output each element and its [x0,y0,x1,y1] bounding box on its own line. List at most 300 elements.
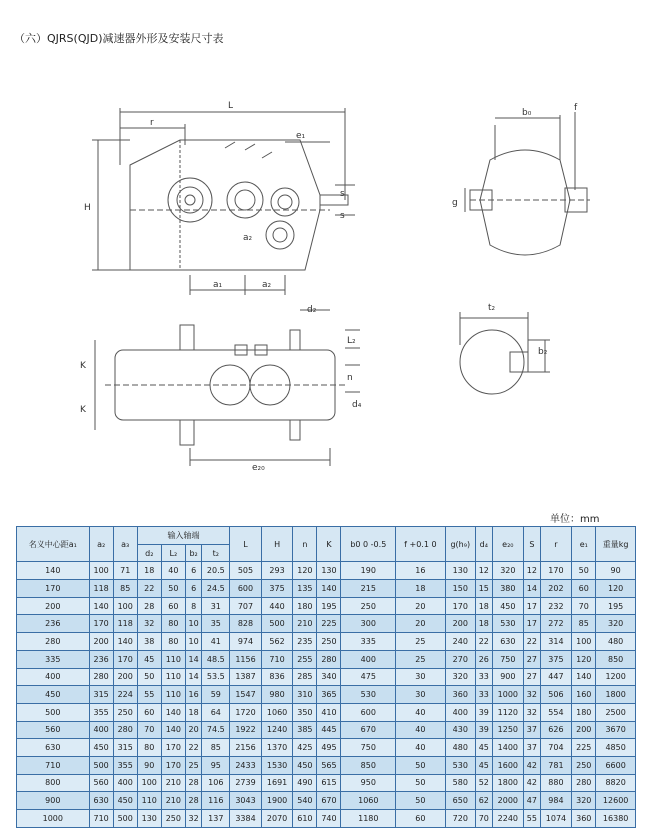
table-cell: 22 [524,633,541,651]
table-cell: 33 [476,686,493,704]
table-cell: 1900 [261,792,293,810]
table-cell: 85 [572,615,596,633]
top-view-drawing [95,310,360,466]
table-cell: 200 [445,615,475,633]
table-cell: 210 [161,774,185,792]
table-cell: 6 [185,580,202,598]
table-cell: 505 [230,562,262,580]
table-cell: 6 [185,562,202,580]
table-cell: 500 [113,810,137,828]
table-cell: 500 [261,615,293,633]
table-cell: 320 [492,562,524,580]
dim-label-K-lower: K [80,405,86,415]
table-cell: 3670 [596,721,636,739]
table-row [17,810,636,828]
table-cell: 85 [113,580,137,598]
table-cell: 360 [445,686,475,704]
table-cell: 140 [89,597,113,615]
table-cell: 1060 [261,703,293,721]
dim-label-d2: d₂ [307,305,317,315]
table-cell: 1000 [17,810,90,828]
table-cell: 224 [113,686,137,704]
table-cell: 750 [341,739,396,757]
table-cell: 55 [524,810,541,828]
table-cell: 626 [540,721,572,739]
col-header-K: K [317,527,341,562]
table-cell: 31 [202,597,230,615]
col-header-a3: a₃ [113,527,137,562]
table-cell: 236 [89,650,113,668]
table-cell: 450 [113,792,137,810]
table-cell: 30 [396,668,445,686]
dim-label-d4: d₄ [352,400,362,410]
table-row [17,580,636,598]
table-cell: 210 [161,792,185,810]
table-cell: 1060 [341,792,396,810]
dim-label-n: n [347,373,353,383]
table-cell: 200 [113,668,137,686]
table-cell: 42 [524,774,541,792]
table-cell: 60 [137,703,161,721]
table-cell: 1387 [230,668,262,686]
table-cell: 16 [185,686,202,704]
table-cell: 20 [396,615,445,633]
table-cell: 410 [317,703,341,721]
table-cell: 106 [202,774,230,792]
table-cell: 37 [524,739,541,757]
col-header-S: S [524,527,541,562]
table-row [17,703,636,721]
table-cell: 710 [17,756,90,774]
table-cell: 135 [293,580,317,598]
table-cell: 140 [113,633,137,651]
table-cell: 2739 [230,774,262,792]
table-cell: 25 [396,650,445,668]
table-cell: 140 [317,580,341,598]
table-cell: 1120 [492,703,524,721]
table-cell: 14 [524,580,541,598]
table-cell: 18 [476,615,493,633]
table-cell: 425 [293,739,317,757]
dim-label-a2-diagonal: a₂ [243,233,253,243]
table-cell: 70 [476,810,493,828]
table-cell: 18 [185,703,202,721]
table-cell: 25 [185,756,202,774]
table-cell: 1400 [492,739,524,757]
table-cell: 250 [317,633,341,651]
table-cell: 315 [89,686,113,704]
table-cell: 335 [17,650,90,668]
table-row [17,721,636,739]
table-cell: 440 [261,597,293,615]
table-cell: 2000 [492,792,524,810]
table-cell: 160 [572,686,596,704]
table-cell: 71 [113,562,137,580]
table-cell: 48.5 [202,650,230,668]
table-cell: 50 [137,668,161,686]
table-cell: 150 [445,580,475,598]
col-header-r: r [540,527,572,562]
table-row [17,686,636,704]
table-cell: 400 [17,668,90,686]
table-cell: 195 [596,597,636,615]
table-cell: 35 [202,615,230,633]
col-header-b2: b₂ [185,544,202,562]
table-cell: 800 [17,774,90,792]
table-cell: 25 [396,633,445,651]
table-cell: 560 [89,774,113,792]
table-cell: 365 [317,686,341,704]
col-header-d4: d₄ [476,527,493,562]
table-cell: 530 [445,756,475,774]
dim-label-a1: a₁ [213,280,223,290]
table-cell: 232 [540,597,572,615]
table-cell: 704 [540,739,572,757]
table-cell: 118 [89,580,113,598]
table-cell: 27 [524,650,541,668]
col-header-t2: t₂ [202,544,230,562]
table-cell: 250 [341,597,396,615]
table-cell: 400 [341,650,396,668]
table-cell: 120 [293,562,317,580]
table-cell: 450 [492,597,524,615]
table-cell: 10 [185,633,202,651]
table-cell: 22 [476,633,493,651]
table-row [17,633,636,651]
table-cell: 3043 [230,792,262,810]
table-cell: 215 [341,580,396,598]
table-row [17,774,636,792]
table-cell: 1250 [492,721,524,739]
col-header-L: L [230,527,262,562]
table-cell: 170 [540,562,572,580]
table-cell: 130 [317,562,341,580]
table-cell: 50 [396,792,445,810]
table-cell: 30 [396,686,445,704]
dim-label-b2: b₂ [538,347,548,357]
table-cell: 202 [540,580,572,598]
dim-label-g: g [452,198,458,208]
table-cell: 475 [341,668,396,686]
table-cell: 355 [113,756,137,774]
table-cell: 15 [476,580,493,598]
table-cell: 55 [137,686,161,704]
table-cell: 12 [524,562,541,580]
table-cell: 225 [572,739,596,757]
table-cell: 50 [396,756,445,774]
table-cell: 1922 [230,721,262,739]
table-row [17,739,636,757]
dim-label-L2: L₂ [347,336,356,346]
page-title: （六）QJRS(QJD)减速器外形及安装尺寸表 [14,32,224,45]
dim-label-H: H [84,203,91,213]
table-cell: 950 [341,774,396,792]
table-cell: 980 [261,686,293,704]
table-cell: 90 [596,562,636,580]
table-cell: 16380 [596,810,636,828]
table-cell: 20 [396,597,445,615]
table-cell: 280 [89,668,113,686]
dim-label-b0: b₀ [522,108,532,118]
unit-label: 单位：mm [550,514,600,525]
dim-label-f: f [574,103,578,113]
shaft-section-drawing [460,312,550,394]
table-cell: 90 [137,756,161,774]
table-cell: 62 [476,792,493,810]
table-cell: 562 [261,633,293,651]
table-cell: 140 [161,721,185,739]
table-cell: 630 [89,792,113,810]
table-cell: 110 [161,650,185,668]
table-cell: 375 [261,580,293,598]
table-cell: 430 [445,721,475,739]
table-cell: 120 [596,580,636,598]
table-cell: 630 [17,739,90,757]
table-cell: 880 [540,774,572,792]
table-cell: 8 [185,597,202,615]
table-cell: 110 [161,686,185,704]
table-cell: 1530 [261,756,293,774]
table-cell: 530 [492,615,524,633]
table-cell: 240 [445,633,475,651]
table-cell: 10 [185,615,202,633]
table-cell: 280 [17,633,90,651]
table-cell: 360 [572,810,596,828]
table-body [17,562,636,827]
table-cell: 40 [396,721,445,739]
table-cell: 355 [89,703,113,721]
col-header-a2: a₂ [89,527,113,562]
table-cell: 26 [476,650,493,668]
dim-label-L: L [228,101,234,111]
table-cell: 170 [113,650,137,668]
table-row [17,597,636,615]
col-header-e20: e₂₀ [492,527,524,562]
table-cell: 250 [161,810,185,828]
table-cell: 450 [89,739,113,757]
table-cell: 480 [445,739,475,757]
table-cell: 22 [185,739,202,757]
dim-label-e20: e₂₀ [252,463,265,473]
table-cell: 39 [476,703,493,721]
table-cell: 707 [230,597,262,615]
table-cell: 750 [492,650,524,668]
table-cell: 900 [17,792,90,810]
table-cell: 480 [596,633,636,651]
table-cell: 490 [293,774,317,792]
dim-label-K-upper: K [80,361,86,371]
table-cell: 720 [445,810,475,828]
table-cell: 4850 [596,739,636,757]
table-cell: 100 [113,597,137,615]
table-cell: 560 [17,721,90,739]
col-header-d2: d₂ [137,544,161,562]
table-cell: 280 [113,721,137,739]
table-row [17,668,636,686]
table-cell: 1200 [596,668,636,686]
table-cell: 836 [261,668,293,686]
table-cell: 1800 [596,686,636,704]
table-cell: 140 [17,562,90,580]
table-cell: 445 [317,721,341,739]
table-cell: 3384 [230,810,262,828]
table-cell: 37 [524,721,541,739]
table-cell: 14 [185,668,202,686]
table-cell: 47 [524,792,541,810]
col-header-L2: L₂ [161,544,185,562]
table-cell: 20 [185,721,202,739]
table-cell: 600 [230,580,262,598]
front-view-drawing [92,108,355,295]
table-cell: 554 [540,703,572,721]
table-row [17,615,636,633]
table-cell: 28 [137,597,161,615]
table-cell: 100 [572,633,596,651]
table-cell: 180 [572,703,596,721]
table-cell: 74.5 [202,721,230,739]
table-cell: 506 [540,686,572,704]
table-cell: 385 [293,721,317,739]
table-row [17,650,636,668]
table-cell: 210 [293,615,317,633]
table-cell: 650 [445,792,475,810]
table-cell: 600 [341,703,396,721]
table-cell: 41 [202,633,230,651]
table-cell: 900 [492,668,524,686]
table-cell: 255 [293,650,317,668]
table-cell: 28 [185,792,202,810]
table-cell: 32 [524,703,541,721]
table-cell: 320 [572,792,596,810]
col-header-weight: 重量kg [596,527,636,562]
table-cell: 14 [185,650,202,668]
table-cell: 59 [202,686,230,704]
table-cell: 52 [476,774,493,792]
table-cell: 615 [317,774,341,792]
table-cell: 280 [317,650,341,668]
dim-label-r: r [150,118,154,128]
table-cell: 100 [89,562,113,580]
dim-label-s-upper: s [340,189,345,199]
dim-label-s-lower: s [340,211,345,221]
table-cell: 272 [540,615,572,633]
table-cell: 45 [476,739,493,757]
table-cell: 80 [161,633,185,651]
table-cell: 250 [113,703,137,721]
table-cell: 315 [113,739,137,757]
table-cell: 2070 [261,810,293,828]
dim-label-t2: t₂ [488,303,496,313]
table-cell: 60 [572,580,596,598]
table-cell: 375 [540,650,572,668]
table-cell: 170 [17,580,90,598]
table-cell: 42 [524,756,541,774]
table-cell: 974 [230,633,262,651]
table-cell: 984 [540,792,572,810]
table-cell: 17 [524,615,541,633]
table-cell: 380 [492,580,524,598]
table-cell: 200 [17,597,90,615]
table-cell: 170 [161,739,185,757]
table-row [17,562,636,580]
table-cell: 16 [396,562,445,580]
table-cell: 38 [137,633,161,651]
table-cell: 1720 [230,703,262,721]
table-cell: 350 [293,703,317,721]
table-cell: 250 [572,756,596,774]
table-cell: 710 [89,810,113,828]
table-cell: 310 [293,686,317,704]
table-cell: 200 [572,721,596,739]
table-cell: 120 [572,650,596,668]
table-cell: 140 [572,668,596,686]
table-cell: 740 [317,810,341,828]
dimension-table [16,526,636,828]
table-cell: 1240 [261,721,293,739]
table-cell: 530 [341,686,396,704]
table-cell: 140 [161,703,185,721]
table-cell: 1074 [540,810,572,828]
col-header-f: f +0.1 0 [396,527,445,562]
table-cell: 27 [524,668,541,686]
table-cell: 500 [89,756,113,774]
table-cell: 39 [476,721,493,739]
col-header-n: n [293,527,317,562]
table-row [17,792,636,810]
table-cell: 1156 [230,650,262,668]
table-cell: 24.5 [202,580,230,598]
table-cell: 200 [89,633,113,651]
table-cell: 33 [476,668,493,686]
table-cell: 170 [161,756,185,774]
table-row [17,756,636,774]
table-cell: 1000 [492,686,524,704]
table-cell: 565 [317,756,341,774]
table-cell: 670 [341,721,396,739]
table-cell: 1800 [492,774,524,792]
table-cell: 22 [137,580,161,598]
table-cell: 32 [137,615,161,633]
table-cell: 64 [202,703,230,721]
table-cell: 130 [445,562,475,580]
table-cell: 6600 [596,756,636,774]
table-cell: 170 [89,615,113,633]
table-cell: 320 [596,615,636,633]
table-cell: 235 [293,633,317,651]
table-cell: 447 [540,668,572,686]
table-cell: 495 [317,739,341,757]
table-cell: 236 [17,615,90,633]
table-cell: 50 [161,580,185,598]
table-cell: 850 [596,650,636,668]
table-cell: 2156 [230,739,262,757]
table-cell: 18 [137,562,161,580]
table-cell: 280 [572,774,596,792]
table-cell: 50 [572,562,596,580]
table-cell: 670 [317,792,341,810]
dim-label-a2: a₂ [262,280,272,290]
table-cell: 320 [445,668,475,686]
table-cell: 400 [445,703,475,721]
table-cell: 2240 [492,810,524,828]
table-cell: 50 [396,774,445,792]
table-cell: 60 [396,810,445,828]
col-header-H: H [261,527,293,562]
table-cell: 450 [293,756,317,774]
table-cell: 110 [137,792,161,810]
table-cell: 17 [524,597,541,615]
table-cell: 1691 [261,774,293,792]
